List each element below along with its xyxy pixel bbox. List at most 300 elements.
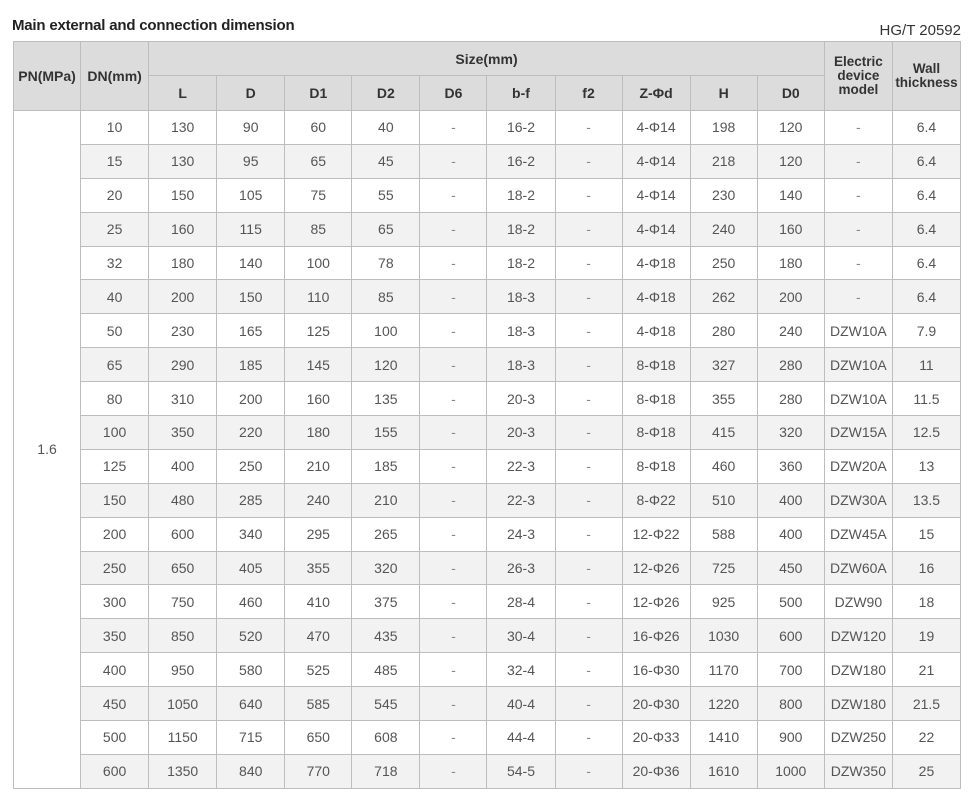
cell-h: 1170: [690, 653, 757, 687]
cell-d6: -: [420, 246, 487, 280]
cell-h: 415: [690, 416, 757, 450]
cell-d1: 585: [285, 687, 352, 721]
header-size-col: L: [149, 76, 217, 111]
cell-wall: 18: [892, 585, 960, 619]
cell-d6: -: [420, 551, 487, 585]
header-size-col: H: [690, 76, 757, 111]
cell-d: 200: [217, 382, 285, 416]
cell-d6: -: [420, 314, 487, 348]
cell-dn: 32: [81, 246, 149, 280]
cell-model: -: [824, 246, 892, 280]
cell-d6: -: [420, 754, 487, 788]
cell-model: DZW10A: [824, 382, 892, 416]
cell-l: 230: [149, 314, 217, 348]
cell-d0: 120: [757, 111, 824, 145]
cell-d2: 485: [352, 653, 420, 687]
cell-dn: 450: [81, 687, 149, 721]
cell-wall: 6.4: [892, 111, 960, 145]
cell-l: 1050: [149, 687, 217, 721]
cell-d2: 718: [352, 754, 420, 788]
cell-zd: 12-Φ22: [622, 517, 690, 551]
cell-h: 460: [690, 449, 757, 483]
cell-d6: -: [420, 280, 487, 314]
cell-d: 95: [217, 144, 285, 178]
cell-d6: -: [420, 178, 487, 212]
cell-f2: -: [555, 754, 622, 788]
cell-model: -: [824, 212, 892, 246]
cell-h: 588: [690, 517, 757, 551]
cell-d2: 210: [352, 483, 420, 517]
cell-f2: -: [555, 585, 622, 619]
dimension-table: [13, 41, 961, 789]
pn-value-cell: 1.6: [14, 111, 81, 789]
cell-h: 1220: [690, 687, 757, 721]
cell-zd: 4-Φ14: [622, 111, 690, 145]
cell-wall: 6.4: [892, 178, 960, 212]
cell-dn: 10: [81, 111, 149, 145]
cell-f2: -: [555, 178, 622, 212]
cell-zd: 16-Φ26: [622, 619, 690, 653]
cell-d: 285: [217, 483, 285, 517]
cell-d: 460: [217, 585, 285, 619]
table-row: [14, 585, 961, 619]
cell-wall: 16: [892, 551, 960, 585]
cell-dn: 400: [81, 653, 149, 687]
cell-wall: 22: [892, 721, 960, 755]
cell-zd: 4-Φ14: [622, 144, 690, 178]
cell-d2: 435: [352, 619, 420, 653]
cell-f2: -: [555, 111, 622, 145]
cell-d1: 160: [285, 382, 352, 416]
cell-wall: 15: [892, 517, 960, 551]
cell-zd: 4-Φ18: [622, 280, 690, 314]
cell-wall: 6.4: [892, 280, 960, 314]
cell-model: DZW180: [824, 653, 892, 687]
cell-d1: 145: [285, 348, 352, 382]
cell-wall: 6.4: [892, 144, 960, 178]
header-dn: DN(mm): [81, 42, 149, 111]
cell-wall: 12.5: [892, 416, 960, 450]
cell-dn: 600: [81, 754, 149, 788]
cell-d0: 200: [757, 280, 824, 314]
cell-d0: 400: [757, 517, 824, 551]
cell-h: 218: [690, 144, 757, 178]
table-row: [14, 348, 961, 382]
cell-dn: 50: [81, 314, 149, 348]
cell-d1: 60: [285, 111, 352, 145]
cell-d: 140: [217, 246, 285, 280]
cell-d2: 85: [352, 280, 420, 314]
cell-d1: 180: [285, 416, 352, 450]
cell-d: 115: [217, 212, 285, 246]
cell-f2: -: [555, 348, 622, 382]
header-model-line: Electric: [834, 54, 883, 69]
cell-model: DZW20A: [824, 449, 892, 483]
header-wall-line: thickness: [895, 75, 958, 90]
cell-d2: 135: [352, 382, 420, 416]
cell-model: -: [824, 111, 892, 145]
cell-dn: 40: [81, 280, 149, 314]
cell-d1: 770: [285, 754, 352, 788]
cell-wall: 25: [892, 754, 960, 788]
cell-model: DZW250: [824, 721, 892, 755]
cell-bf: 18-2: [487, 178, 555, 212]
cell-d0: 800: [757, 687, 824, 721]
cell-d2: 155: [352, 416, 420, 450]
cell-d0: 500: [757, 585, 824, 619]
table-row: [14, 619, 961, 653]
cell-bf: 18-3: [487, 348, 555, 382]
cell-l: 1350: [149, 754, 217, 788]
cell-bf: 20-3: [487, 416, 555, 450]
cell-l: 150: [149, 178, 217, 212]
cell-l: 600: [149, 517, 217, 551]
cell-bf: 32-4: [487, 653, 555, 687]
cell-d1: 85: [285, 212, 352, 246]
cell-d2: 545: [352, 687, 420, 721]
cell-d2: 78: [352, 246, 420, 280]
cell-dn: 350: [81, 619, 149, 653]
cell-wall: 11.5: [892, 382, 960, 416]
cell-zd: 20-Φ33: [622, 721, 690, 755]
cell-d: 520: [217, 619, 285, 653]
cell-zd: 12-Φ26: [622, 551, 690, 585]
cell-zd: 20-Φ36: [622, 754, 690, 788]
cell-bf: 22-3: [487, 449, 555, 483]
cell-f2: -: [555, 687, 622, 721]
cell-h: 230: [690, 178, 757, 212]
cell-d1: 110: [285, 280, 352, 314]
cell-f2: -: [555, 721, 622, 755]
cell-h: 925: [690, 585, 757, 619]
header-wall-line: Wall: [912, 61, 941, 76]
cell-bf: 18-3: [487, 314, 555, 348]
cell-model: DZW90: [824, 585, 892, 619]
cell-wall: 11: [892, 348, 960, 382]
table-row: [14, 246, 961, 280]
cell-l: 200: [149, 280, 217, 314]
cell-d: 580: [217, 653, 285, 687]
cell-model: DZW60A: [824, 551, 892, 585]
cell-model: DZW180: [824, 687, 892, 721]
cell-zd: 4-Φ14: [622, 212, 690, 246]
cell-bf: 18-2: [487, 212, 555, 246]
cell-d: 340: [217, 517, 285, 551]
cell-d0: 120: [757, 144, 824, 178]
cell-bf: 24-3: [487, 517, 555, 551]
table-row: [14, 687, 961, 721]
header-size-group: Size(mm): [149, 42, 825, 76]
cell-h: 725: [690, 551, 757, 585]
cell-d: 840: [217, 754, 285, 788]
cell-bf: 22-3: [487, 483, 555, 517]
cell-d0: 140: [757, 178, 824, 212]
cell-wall: 21: [892, 653, 960, 687]
cell-dn: 125: [81, 449, 149, 483]
cell-d2: 265: [352, 517, 420, 551]
cell-h: 240: [690, 212, 757, 246]
cell-f2: -: [555, 619, 622, 653]
cell-bf: 40-4: [487, 687, 555, 721]
cell-d0: 1000: [757, 754, 824, 788]
cell-l: 480: [149, 483, 217, 517]
cell-l: 1150: [149, 721, 217, 755]
table-row: [14, 517, 961, 551]
cell-d1: 355: [285, 551, 352, 585]
cell-h: 250: [690, 246, 757, 280]
cell-h: 327: [690, 348, 757, 382]
cell-h: 1610: [690, 754, 757, 788]
cell-l: 310: [149, 382, 217, 416]
header-model-line: model: [838, 82, 879, 97]
cell-bf: 16-2: [487, 144, 555, 178]
cell-wall: 6.4: [892, 246, 960, 280]
cell-f2: -: [555, 416, 622, 450]
cell-model: DZW15A: [824, 416, 892, 450]
cell-d6: -: [420, 653, 487, 687]
cell-d6: -: [420, 212, 487, 246]
cell-d1: 525: [285, 653, 352, 687]
cell-h: 198: [690, 111, 757, 145]
cell-model: -: [824, 144, 892, 178]
cell-d1: 295: [285, 517, 352, 551]
cell-d2: 55: [352, 178, 420, 212]
cell-d0: 360: [757, 449, 824, 483]
table-row: [14, 314, 961, 348]
cell-dn: 500: [81, 721, 149, 755]
cell-f2: -: [555, 483, 622, 517]
cell-d: 640: [217, 687, 285, 721]
cell-d0: 280: [757, 348, 824, 382]
table-row: [14, 551, 961, 585]
cell-d0: 180: [757, 246, 824, 280]
cell-d0: 280: [757, 382, 824, 416]
cell-d2: 185: [352, 449, 420, 483]
cell-bf: 18-3: [487, 280, 555, 314]
cell-d6: -: [420, 449, 487, 483]
cell-wall: 13.5: [892, 483, 960, 517]
cell-bf: 54-5: [487, 754, 555, 788]
table-row: [14, 653, 961, 687]
cell-l: 130: [149, 111, 217, 145]
cell-f2: -: [555, 382, 622, 416]
cell-model: DZW30A: [824, 483, 892, 517]
cell-d6: -: [420, 585, 487, 619]
cell-wall: 7.9: [892, 314, 960, 348]
cell-d1: 65: [285, 144, 352, 178]
cell-zd: 8-Φ22: [622, 483, 690, 517]
cell-d1: 75: [285, 178, 352, 212]
cell-d: 220: [217, 416, 285, 450]
cell-d6: -: [420, 382, 487, 416]
header-electric-model: [824, 42, 892, 111]
cell-zd: 4-Φ14: [622, 178, 690, 212]
cell-d1: 125: [285, 314, 352, 348]
header-wall-thickness: [892, 42, 960, 111]
cell-zd: 20-Φ30: [622, 687, 690, 721]
cell-l: 650: [149, 551, 217, 585]
cell-f2: -: [555, 246, 622, 280]
cell-bf: 44-4: [487, 721, 555, 755]
cell-l: 950: [149, 653, 217, 687]
cell-d: 150: [217, 280, 285, 314]
cell-h: 280: [690, 314, 757, 348]
cell-d6: -: [420, 416, 487, 450]
cell-dn: 150: [81, 483, 149, 517]
cell-dn: 100: [81, 416, 149, 450]
cell-dn: 25: [81, 212, 149, 246]
cell-bf: 16-2: [487, 111, 555, 145]
cell-d1: 240: [285, 483, 352, 517]
cell-d6: -: [420, 687, 487, 721]
cell-d2: 375: [352, 585, 420, 619]
cell-zd: 8-Φ18: [622, 348, 690, 382]
cell-d1: 410: [285, 585, 352, 619]
header-size-col: D6: [420, 76, 487, 111]
cell-d0: 160: [757, 212, 824, 246]
cell-d: 165: [217, 314, 285, 348]
cell-model: -: [824, 280, 892, 314]
cell-l: 130: [149, 144, 217, 178]
cell-d6: -: [420, 111, 487, 145]
cell-model: DZW10A: [824, 314, 892, 348]
cell-d: 250: [217, 449, 285, 483]
cell-d: 405: [217, 551, 285, 585]
table-row: [14, 754, 961, 788]
cell-f2: -: [555, 280, 622, 314]
cell-d6: -: [420, 348, 487, 382]
cell-f2: -: [555, 314, 622, 348]
cell-h: 355: [690, 382, 757, 416]
cell-d1: 100: [285, 246, 352, 280]
cell-f2: -: [555, 653, 622, 687]
cell-bf: 20-3: [487, 382, 555, 416]
table-row: [14, 382, 961, 416]
cell-h: 262: [690, 280, 757, 314]
cell-dn: 20: [81, 178, 149, 212]
header-size-col: D: [217, 76, 285, 111]
cell-f2: -: [555, 551, 622, 585]
standard-code: HG/T 20592: [879, 22, 961, 39]
cell-d6: -: [420, 483, 487, 517]
table-row: [14, 449, 961, 483]
cell-d1: 650: [285, 721, 352, 755]
cell-dn: 250: [81, 551, 149, 585]
cell-zd: 8-Φ18: [622, 416, 690, 450]
cell-d: 90: [217, 111, 285, 145]
header-pn: PN(MPa): [14, 42, 81, 111]
cell-model: DZW45A: [824, 517, 892, 551]
cell-zd: 16-Φ30: [622, 653, 690, 687]
cell-d1: 470: [285, 619, 352, 653]
cell-d6: -: [420, 721, 487, 755]
cell-f2: -: [555, 517, 622, 551]
table-row: [14, 178, 961, 212]
table-row: [14, 483, 961, 517]
cell-d6: -: [420, 517, 487, 551]
cell-d: 715: [217, 721, 285, 755]
cell-bf: 18-2: [487, 246, 555, 280]
cell-d: 185: [217, 348, 285, 382]
cell-wall: 21.5: [892, 687, 960, 721]
cell-bf: 30-4: [487, 619, 555, 653]
header-model-line: device: [837, 68, 880, 83]
table-row: [14, 111, 961, 145]
cell-d2: 45: [352, 144, 420, 178]
header-size-col: D0: [757, 76, 824, 111]
cell-f2: -: [555, 449, 622, 483]
cell-h: 1410: [690, 721, 757, 755]
cell-d0: 450: [757, 551, 824, 585]
cell-model: DZW10A: [824, 348, 892, 382]
cell-model: -: [824, 178, 892, 212]
cell-zd: 8-Φ18: [622, 449, 690, 483]
cell-d: 105: [217, 178, 285, 212]
cell-d2: 65: [352, 212, 420, 246]
cell-bf: 26-3: [487, 551, 555, 585]
table-row: [14, 721, 961, 755]
cell-zd: 4-Φ18: [622, 246, 690, 280]
page-title: Main external and connection dimension: [12, 17, 295, 34]
cell-bf: 28-4: [487, 585, 555, 619]
cell-l: 750: [149, 585, 217, 619]
cell-d2: 120: [352, 348, 420, 382]
cell-d0: 900: [757, 721, 824, 755]
cell-wall: 6.4: [892, 212, 960, 246]
cell-wall: 13: [892, 449, 960, 483]
cell-d6: -: [420, 619, 487, 653]
cell-d0: 600: [757, 619, 824, 653]
cell-d0: 700: [757, 653, 824, 687]
cell-l: 850: [149, 619, 217, 653]
cell-zd: 12-Φ26: [622, 585, 690, 619]
cell-h: 1030: [690, 619, 757, 653]
cell-dn: 200: [81, 517, 149, 551]
table-row: [14, 280, 961, 314]
header-size-col: D2: [352, 76, 420, 111]
cell-model: DZW120: [824, 619, 892, 653]
table-row: [14, 212, 961, 246]
cell-f2: -: [555, 212, 622, 246]
cell-d2: 608: [352, 721, 420, 755]
cell-d0: 240: [757, 314, 824, 348]
cell-l: 290: [149, 348, 217, 382]
cell-dn: 15: [81, 144, 149, 178]
header-size-col: Z-Φd: [622, 76, 690, 111]
cell-f2: -: [555, 144, 622, 178]
header-size-col: f2: [555, 76, 622, 111]
cell-d0: 320: [757, 416, 824, 450]
cell-d6: -: [420, 144, 487, 178]
cell-zd: 8-Φ18: [622, 382, 690, 416]
cell-d2: 320: [352, 551, 420, 585]
cell-d1: 210: [285, 449, 352, 483]
cell-h: 510: [690, 483, 757, 517]
cell-l: 160: [149, 212, 217, 246]
cell-model: DZW350: [824, 754, 892, 788]
cell-wall: 19: [892, 619, 960, 653]
cell-l: 180: [149, 246, 217, 280]
cell-dn: 65: [81, 348, 149, 382]
cell-dn: 80: [81, 382, 149, 416]
cell-d2: 40: [352, 111, 420, 145]
cell-d2: 100: [352, 314, 420, 348]
cell-dn: 300: [81, 585, 149, 619]
header-size-col: D1: [285, 76, 352, 111]
cell-l: 350: [149, 416, 217, 450]
table-row: [14, 144, 961, 178]
cell-zd: 4-Φ18: [622, 314, 690, 348]
